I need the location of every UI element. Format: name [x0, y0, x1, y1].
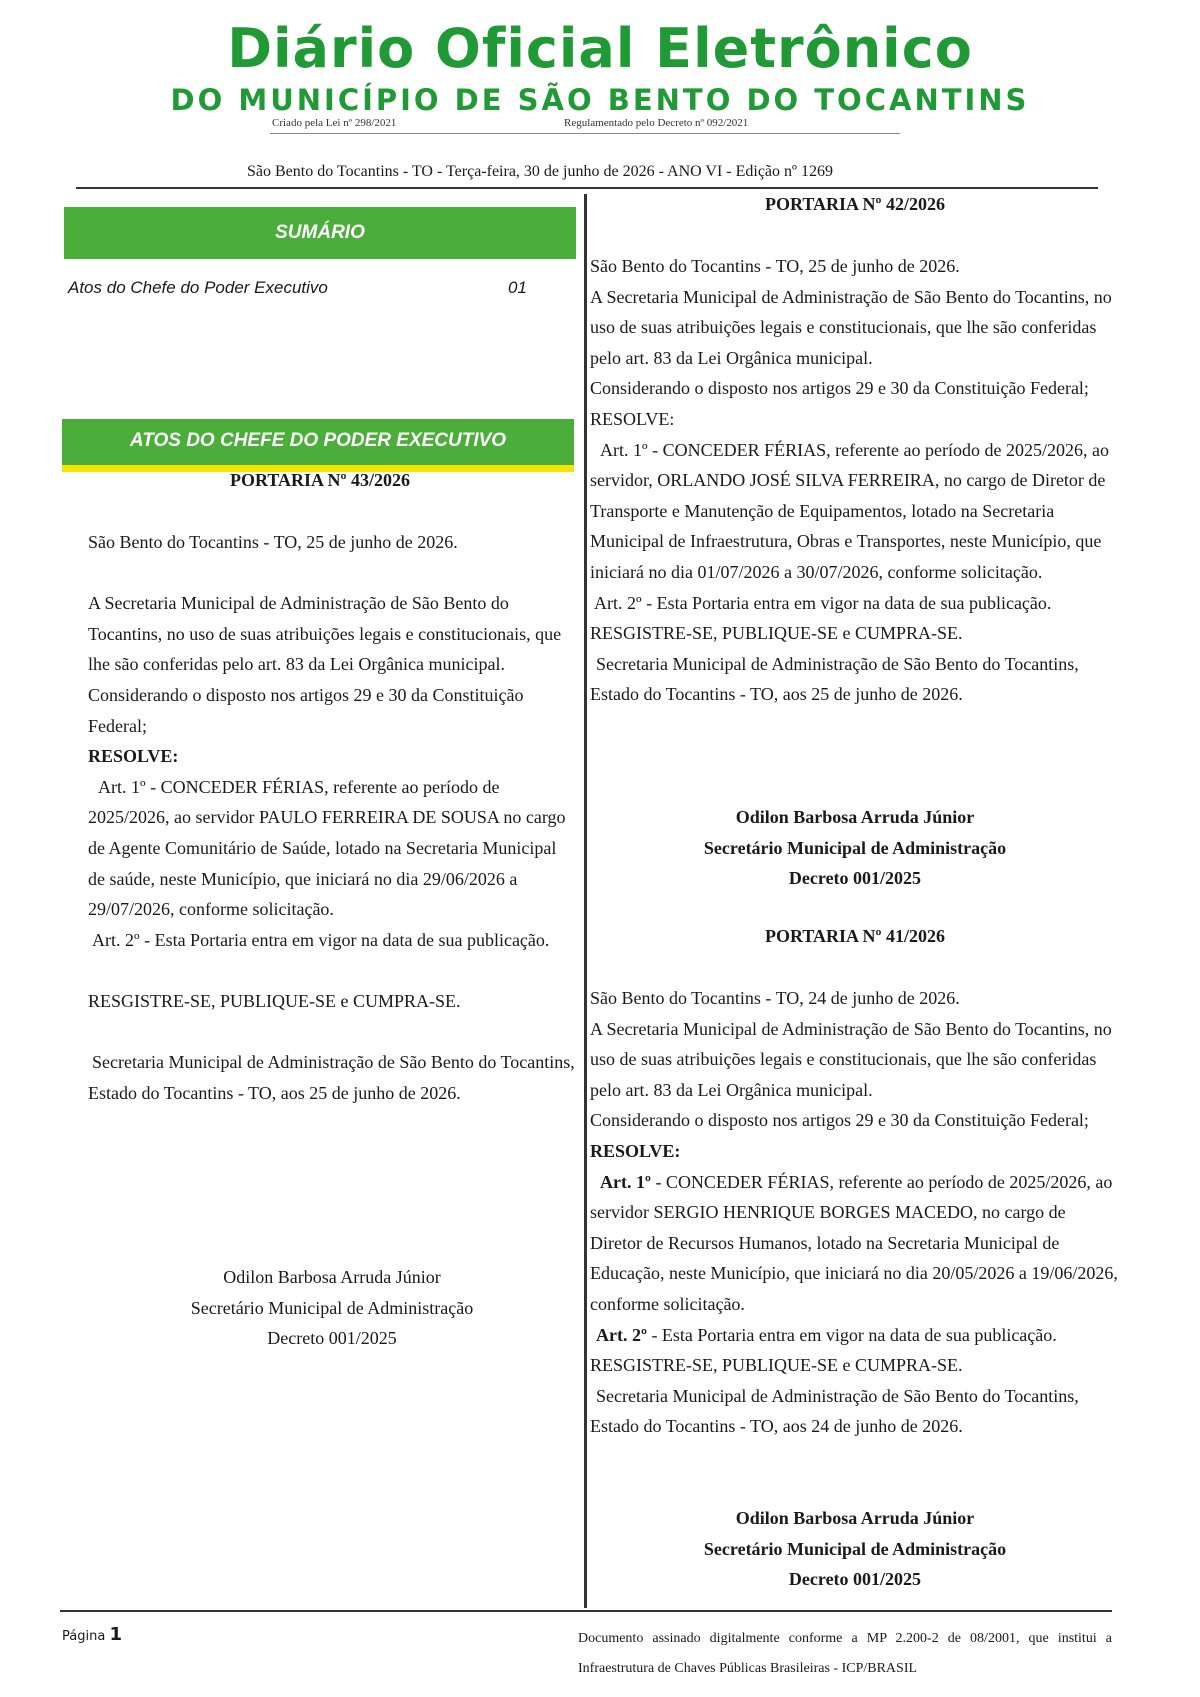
portaria-42-sig-decree: Decreto 001/2025: [788, 868, 922, 889]
portaria-41-art1: [590, 1167, 1120, 1320]
portaria-41-sig-role: Secretário Municipal de Administração: [703, 1538, 1007, 1559]
portaria-41-art1-text: - CONCEDER FÉRIAS, referente ao período de 2025/2026, ao servidor SERGIO HENRIQUE BORGES MACEDO, no cargo de Diretor de Recursos Humanos, lotado na Secretaria Municipal de Educação, neste Município, que iniciará no dia 20/05/2026 a 19/06/2026, conforme solicitação.: [590, 1171, 1118, 1314]
portaria-41-sig-decree: Decreto 001/2025: [788, 1569, 922, 1590]
section-heading: ATOS DO CHEFE DO PODER EXECUTIVO: [62, 419, 574, 472]
portaria-41-signature: [590, 1503, 1120, 1595]
sumario-heading: SUMÁRIO: [64, 207, 576, 259]
header-rule: [76, 187, 1098, 189]
portaria-41-art1-label: Art. 1º: [600, 1171, 651, 1192]
portaria-43-sig-decree: Decreto 001/2025: [267, 1328, 397, 1349]
portaria-41-date: São Bento do Tocantins - TO, 24 de junho de 2026.: [590, 988, 960, 1008]
portaria-42-considering: Considerando o disposto nos artigos 29 e 30 da Constituição Federal;: [590, 378, 1089, 399]
portaria-42-body: [590, 251, 1120, 710]
footer-page-label: Página: [62, 1629, 106, 1644]
masthead-rule: [270, 133, 900, 134]
portaria-42-art2: Art. 2º - Esta Portaria entra em vigor na data de sua publicação.: [594, 592, 1052, 613]
portaria-42-sig-name: Odilon Barbosa Arruda Júnior: [735, 807, 975, 827]
edition-line: São Bento do Tocantins - TO - Terça-feira, 30 de junho de 2026 - ANO VI - Edição nº 1269: [246, 163, 833, 180]
portaria-42-art1: Art. 1º - CONCEDER FÉRIAS, referente ao período de 2025/2026, ao servidor, ORLANDO JOSÉ SILVA FERREIRA, no cargo de Diretor de Transporte e Manutenção de Equipamentos, lotado na Secretaria Municipal de Infraestrutura, Obras e Transportes, neste Município, que iniciará no dia 01/07/2026 a 30/07/2026, conforme solicitação.: [590, 439, 1109, 582]
column-divider: [584, 194, 587, 1608]
portaria-41-art2-label: Art. 2º: [596, 1324, 647, 1345]
footer-page-number: [62, 1624, 122, 1645]
portaria-43-sig-role: Secretário Municipal de Administração: [190, 1297, 474, 1318]
portaria-41-considering: Considerando o disposto nos artigos 29 e 30 da Constituição Federal;: [590, 1110, 1089, 1131]
portaria-41-registre: RESGISTRE-SE, PUBLIQUE-SE e CUMPRA-SE.: [590, 1355, 963, 1376]
portaria-41-art2-text: - Esta Portaria entra em vigor na data de sua publicação.: [646, 1324, 1057, 1345]
portaria-43-registre: RESGISTRE-SE, PUBLIQUE-SE e CUMPRA-SE.: [88, 990, 461, 1011]
portaria-41-body: [590, 983, 1120, 1442]
portaria-43-art1: Art. 1º - CONCEDER FÉRIAS, referente ao período de 2025/2026, ao servidor PAULO FERREIRA DE SOUSA no cargo de Agente Comunitário de Saúde, lotado na Secretaria Municipal de saúde, neste Município, que iniciará no dia 29/06/2026 a 29/07/2026, conforme solicitação.: [88, 776, 566, 920]
portaria-43-considering: Considerando o disposto nos artigos 29 e 30 da Constituição Federal;: [88, 684, 524, 736]
portaria-43-closing: Secretaria Municipal de Administração de São Bento do Tocantins, Estado do Tocantins - TO, aos 25 de junho de 2026.: [88, 1052, 575, 1103]
sumario-item-page: 01: [508, 278, 527, 297]
portaria-41-resolve: RESOLVE:: [590, 1140, 681, 1161]
portaria-42-preamble: A Secretaria Municipal de Administração de São Bento do Tocantins, no uso de suas atribuições legais e constitucionais, que lhe são conferidas pelo art. 83 da Lei Orgânica municipal.: [590, 286, 1112, 368]
footer-page-value: 1: [109, 1624, 122, 1645]
masthead-subtitle: DO MUNICÍPIO DE SÃO BENTO DO TOCANTINS: [170, 83, 1030, 117]
portaria-41-art2: [590, 1320, 1120, 1351]
portaria-41-sig-name: Odilon Barbosa Arruda Júnior: [735, 1508, 975, 1528]
portaria-43-art2: Art. 2º - Esta Portaria entra em vigor na data de sua publicação.: [92, 929, 550, 950]
creation-law: Criado pela Lei nº 298/2021: [272, 117, 397, 129]
portaria-43-sig-name: Odilon Barbosa Arruda Júnior: [223, 1267, 441, 1287]
portaria-42-date: São Bento do Tocantins - TO, 25 de junho de 2026.: [590, 256, 960, 276]
portaria-42-sig-role: Secretário Municipal de Administração: [703, 837, 1007, 858]
portaria-43-signature: [88, 1262, 576, 1354]
portaria-43-title: PORTARIA Nº 43/2026: [230, 470, 410, 490]
masthead-title: Diário Oficial Eletrônico: [227, 17, 973, 80]
regulation-decree: Regulamentado pelo Decreto nº 092/2021: [564, 117, 749, 129]
portaria-42-resolve: RESOLVE:: [590, 408, 675, 429]
portaria-41-preamble: A Secretaria Municipal de Administração de São Bento do Tocantins, no uso de suas atribuições legais e constitucionais, que lhe são conferidas pelo art. 83 da Lei Orgânica municipal.: [590, 1018, 1112, 1100]
portaria-43-preamble: A Secretaria Municipal de Administração de São Bento do Tocantins, no uso de suas atribuições legais e constitucionais, que lhe são conferidas pelo art. 83 da Lei Orgânica municipal.: [88, 593, 562, 675]
portaria-42-signature: [590, 802, 1120, 894]
portaria-43-body: [88, 527, 576, 1108]
portaria-41-title: PORTARIA Nº 41/2026: [765, 926, 945, 946]
footer-rule: [60, 1610, 1112, 1612]
portaria-42-title: PORTARIA Nº 42/2026: [765, 194, 945, 214]
portaria-43-date: São Bento do Tocantins - TO, 25 de junho de 2026.: [88, 532, 458, 552]
portaria-42-closing: Secretaria Municipal de Administração de São Bento do Tocantins, Estado do Tocantins - TO, aos 25 de junho de 2026.: [590, 653, 1079, 705]
portaria-41-closing: Secretaria Municipal de Administração de São Bento do Tocantins, Estado do Tocantins - TO, aos 24 de junho de 2026.: [590, 1385, 1079, 1437]
footer-signature-note: Documento assinado digitalmente conforme a MP 2.200-2 de 08/2001, que institui a Infraestrutura de Chaves Públicas Brasileiras - ICP/BRASIL: [578, 1631, 1112, 1676]
portaria-42-registre: RESGISTRE-SE, PUBLIQUE-SE e CUMPRA-SE.: [590, 623, 963, 644]
portaria-43-resolve: RESOLVE:: [88, 746, 179, 767]
sumario-item-label: Atos do Chefe do Poder Executivo: [68, 278, 328, 297]
